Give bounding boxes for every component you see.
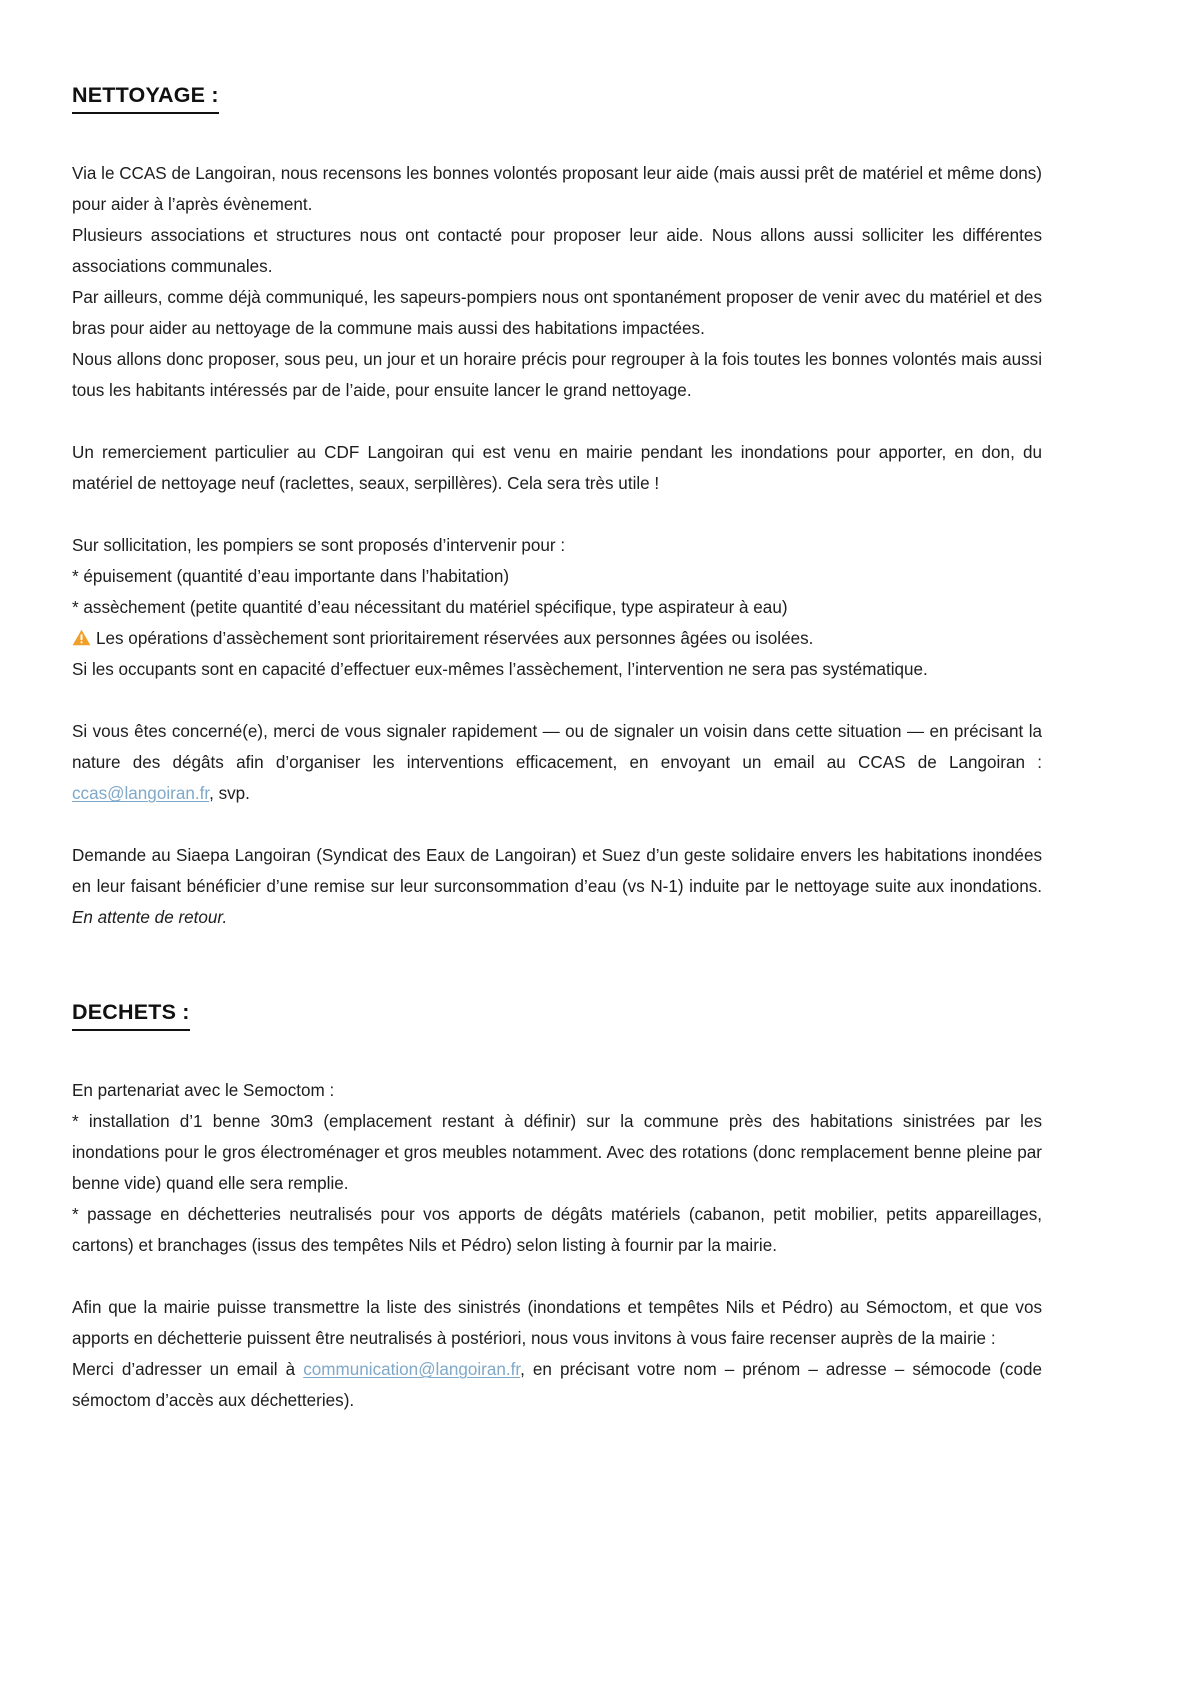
- document-body: [72, 72, 1042, 1416]
- communication-text-after: , en précisant votre nom – prénom – adresse – sémocode (code sémoctom d’accès aux déchetteries).: [72, 1359, 1042, 1410]
- paragraph-line: Par ailleurs, comme déjà communiqué, les sapeurs-pompiers nous ont spontanément proposer de venir avec du matériel et des bras pour aider au nettoyage de la commune mais aussi des habitations impactées.: [72, 287, 1042, 338]
- ccas-contact-text-before: Si vous êtes concerné(e), merci de vous signaler rapidement — ou de signaler un voisin dans cette situation — en précisant la nature des dégâts afin d’organiser les interventions efficacement, en envoyant un email au CCAS de Langoiran :: [72, 721, 1042, 772]
- pompiers-bullet-epuisement: * épuisement (quantité d’eau importante dans l’habitation): [72, 566, 510, 586]
- ccas-contact-paragraph: [72, 716, 1042, 809]
- communication-email-link[interactable]: communication@langoiran.fr: [303, 1359, 521, 1379]
- warning-triangle-icon: [72, 629, 91, 646]
- spacer: [72, 499, 1042, 530]
- recensement-paragraph: Afin que la mairie puisse transmettre la liste des sinistrés (inondations et tempêtes Nils et Pédro) au Sémoctom, et que vos apports en déchetterie puissent être neutralisés à postériori, nous vous invitons à vous faire recenser auprès de la mairie :: [72, 1297, 1042, 1348]
- siaepa-status-italic: En attente de retour.: [72, 907, 228, 927]
- dechets-paragraph-2: [72, 1292, 1042, 1416]
- siaepa-paragraph: [72, 840, 1042, 933]
- paragraph-line: Nous allons donc proposer, sous peu, un jour et un horaire précis pour regrouper à la fois toutes les bonnes volontés mais aussi tous les habitants intéressés par de l’aide, pour ensuite lancer le grand nettoyage.: [72, 349, 1042, 400]
- warning-note-text: Les opérations d’assèchement sont prioritairement réservées aux personnes âgées ou isolées.: [96, 628, 814, 648]
- nettoyage-paragraph-3: [72, 530, 1042, 685]
- section-heading-nettoyage-wrap: [72, 72, 1042, 114]
- paragraph-line: Plusieurs associations et structures nous ont contacté pour proposer leur aide. Nous allons aussi solliciter les différentes associations communales.: [72, 225, 1042, 276]
- semoctom-intro: En partenariat avec le Semoctom :: [72, 1080, 335, 1100]
- nettoyage-paragraph-5: [72, 840, 1042, 933]
- spacer: [72, 114, 1042, 158]
- section-heading-dechets: DECHETS :: [72, 999, 190, 1031]
- semoctom-bullet-dechetteries: * passage en déchetteries neutralisés pour vos apports de dégâts matériels (cabanon, petit mobilier, petits appareillages, cartons) et branchages (issus des tempêtes Nils et Pédro) selon listing à fournir par la mairie.: [72, 1204, 1042, 1255]
- pompiers-intro: Sur sollicitation, les pompiers se sont proposés d’intervenir pour :: [72, 535, 566, 555]
- warning-note: [72, 623, 1042, 654]
- ccas-email-link[interactable]: ccas@langoiran.fr: [72, 783, 210, 803]
- section-heading-dechets-wrap: [72, 993, 1042, 1031]
- nettoyage-paragraph-2: [72, 437, 1042, 499]
- section-heading-nettoyage: NETTOYAGE :: [72, 82, 219, 114]
- paragraph-line: Un remerciement particulier au CDF Langoiran qui est venu en mairie pendant les inondations pour apporter, en don, du matériel de nettoyage neuf (raclettes, seaux, serpillères). Cela sera très utile !: [72, 442, 1042, 493]
- nettoyage-paragraph-1: [72, 158, 1042, 406]
- pompiers-bullet-assechement: * assèchement (petite quantité d’eau nécessitant du matériel spécifique, type aspirateur à eau): [72, 597, 788, 617]
- communication-contact-paragraph: [72, 1354, 1042, 1416]
- communication-text-before: Merci d’adresser un email à: [72, 1359, 304, 1379]
- siaepa-text: Demande au Siaepa Langoiran (Syndicat des Eaux de Langoiran) et Suez d’un geste solidaire envers les habitations inondées en leur faisant bénéficier d’une remise sur leur surconsommation d’eau (vs N-1) induite par le nettoyage suite aux inondations.: [72, 845, 1042, 896]
- spacer: [72, 406, 1042, 437]
- nettoyage-paragraph-4: [72, 716, 1042, 809]
- spacer: [72, 1261, 1042, 1292]
- dechets-paragraph-1: [72, 1075, 1042, 1261]
- spacer: [72, 809, 1042, 840]
- semoctom-bullet-benne: * installation d’1 benne 30m3 (emplacement restant à définir) sur la commune près des habitations sinistrées par les inondations pour le gros électroménager et gros meubles notamment. Avec des rotations (donc remplacement benne pleine par benne vide) quand elle sera remplie.: [72, 1111, 1042, 1193]
- spacer: [72, 685, 1042, 716]
- ccas-contact-text-after: , svp.: [209, 783, 250, 803]
- paragraph-line: Via le CCAS de Langoiran, nous recensons les bonnes volontés proposant leur aide (mais aussi prêt de matériel et même dons) pour aider à l’après évènement.: [72, 163, 1042, 214]
- spacer: [72, 933, 1042, 993]
- spacer: [72, 1031, 1042, 1075]
- pompiers-closing: Si les occupants sont en capacité d’effectuer eux-mêmes l’assèchement, l’intervention ne sera pas systématique.: [72, 659, 928, 679]
